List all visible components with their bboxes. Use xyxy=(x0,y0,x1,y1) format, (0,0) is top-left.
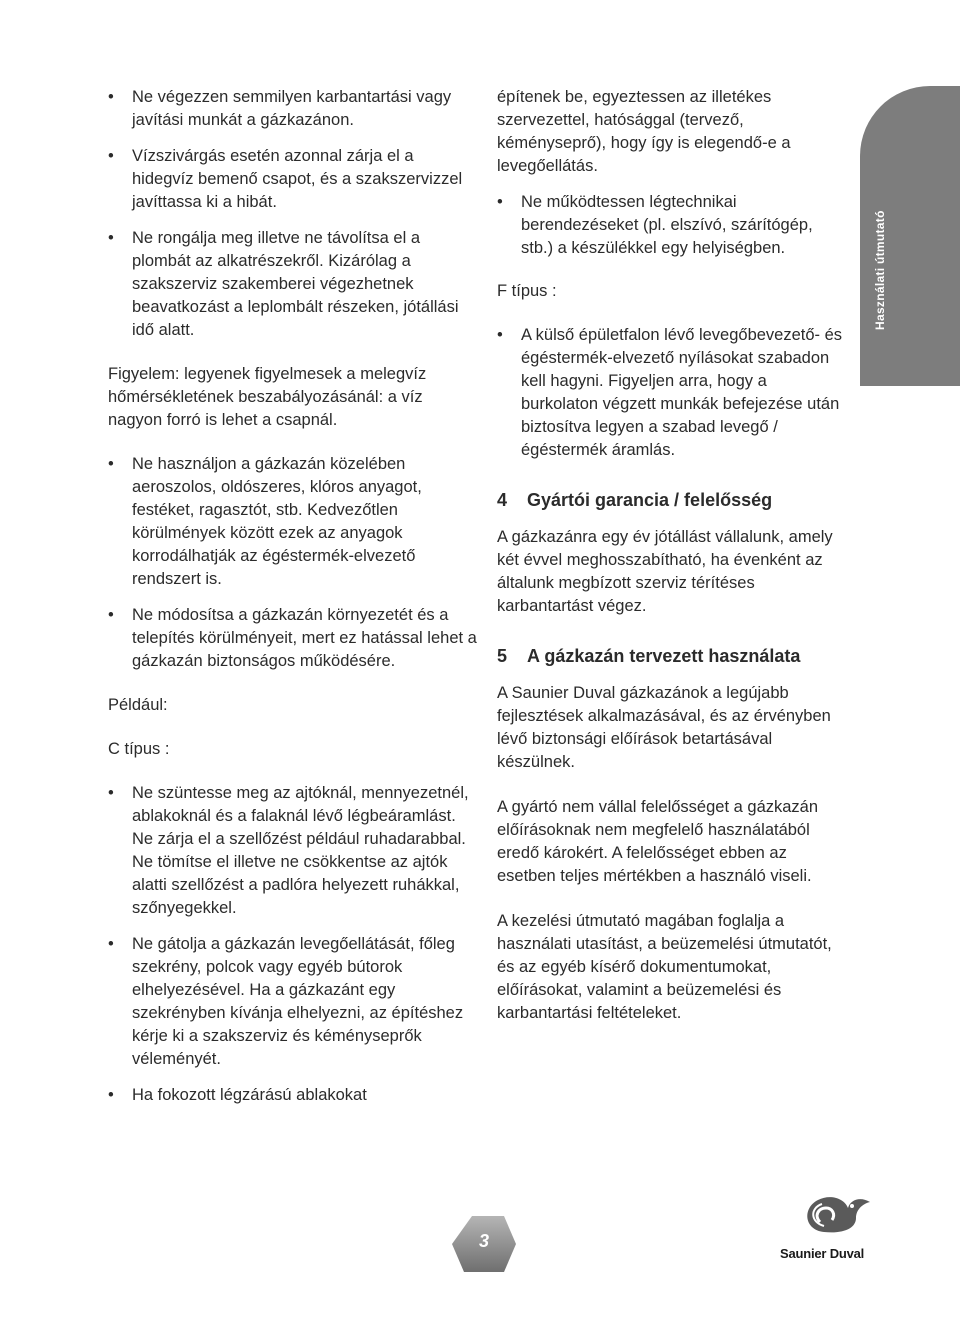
section-5-number: 5 xyxy=(497,646,508,666)
list-item: • A külső épületfalon lévő levegőbevezető- és égéstermék-elvezető nyílásokat szabadon kell hagyni. Figyeljen arra, hogy a burkolaton végzett munkák befejezése után biztosítva legyen a szabad levegő / égéstermék áramlás. xyxy=(497,324,847,462)
list-item: • Ne működtessen légtechnikai berendezéseket (pl. elszívó, szárítógép, stb.) a készülékkel egy helyiségben. xyxy=(497,191,847,260)
continuation-paragraph: építenek be, egyeztessen az illetékes szervezettel, hatósággal (tervező, kéményseprő), hogy így is elegendő-e a levegőellátás. xyxy=(497,88,791,175)
section-4-number: 4 xyxy=(497,490,508,510)
section-5-title: A gázkazán tervezett használata xyxy=(527,646,801,666)
example-label: Például: xyxy=(108,696,168,714)
page-number: 3 xyxy=(478,1231,489,1251)
section-4-heading xyxy=(497,488,847,512)
section-5-paragraph: A kezelési útmutató magában foglalja a használati utasítást, a beüzemelési útmutatót, és az egyéb kísérő dokumentumokat, előírásokat, valamint a beüzemelési és karbantartási feltételeket. xyxy=(497,912,832,1022)
list-item: • Ne módosítsa a gázkazán környezetét és a telepítés körülményeit, mert ez hatással lehet a gázkazán biztonságos működésére. xyxy=(108,604,478,673)
safety-list-2 xyxy=(108,453,478,673)
equipment-list xyxy=(497,191,847,260)
f-type-list xyxy=(497,324,847,462)
left-column xyxy=(108,86,478,1120)
page-number-badge xyxy=(448,1212,520,1276)
list-item: • Ha fokozott légzárású ablakokat xyxy=(108,1084,478,1107)
brand-name: Saunier Duval xyxy=(780,1246,865,1261)
section-5-heading xyxy=(497,644,847,668)
section-4-paragraph: A gázkazánra egy év jótállást vállalunk, amely két évvel meghosszabítható, ha évenként az általunk megbízott szerviz térítéses karbantartást végez. xyxy=(497,528,833,615)
list-item: • Vízszivárgás esetén azonnal zárja el a hidegvíz bemenő csapot, és a szakszervizzel javíttassa ki a hibát. xyxy=(108,145,478,214)
section-5-paragraph: A Saunier Duval gázkazánok a legújabb fejlesztések alkalmazásával, és az érvényben lévő biztonsági előírások betartásával készülnek. xyxy=(497,684,831,771)
f-type-label: F típus : xyxy=(497,282,557,300)
section-4-title: Gyártói garancia / felelősség xyxy=(527,490,773,510)
list-item: • Ne szüntesse meg az ajtóknál, mennyezetnél, ablakoknál és a falaknál lévő légbeáramlást. Ne zárja el a szellőzést például ruhadarabbal. Ne tömítse el illetve ne csökkentse az ajtók alatti szellőzést a padlóra helyezett ruhákkal, szőnyegekkel. xyxy=(108,782,478,920)
list-item: • Ne gátolja a gázkazán levegőellátását, főleg szekrény, polcok vagy egyéb bútorok elhelyezésével. Ha a gázkazánt egy szekrényben kívánja elhelyezni, az építéshez kérje ki a szakszerviz és kéményseprők véleményét. xyxy=(108,933,478,1071)
warning-paragraph: Figyelem: legyenek figyelmesek a melegvíz hőmérsékletének beszabályozásánál: a víz nagyon forró is lehet a csapnál. xyxy=(108,365,427,429)
list-item: • Ne használjon a gázkazán közelében aeroszolos, oldószeres, klóros anyagot, festéket, ragasztót, stb. Kedvezőtlen körülmények között ezek az anyagok korrodálhatják az égéstermék-elvezető rendszert is. xyxy=(108,453,478,591)
c-type-label: C típus : xyxy=(108,740,170,758)
list-item: • Ne rongálja meg illetve ne távolítsa el a plombát az alkatrészekről. Kizárólag a szakszerviz szakemberei végezhetnek beavatkozást a leplombált részeken, jótállási idő alatt. xyxy=(108,227,478,342)
saunier-duval-bird-logo-icon xyxy=(790,1186,880,1236)
section-5-paragraph: A gyártó nem vállal felelősséget a gázkazán előírásoknak nem megfelelő használatából eredő károkért. A felelősséget ebben az esetben teljes mértékben a használó viseli. xyxy=(497,798,819,885)
safety-list-1 xyxy=(108,86,478,342)
list-item: • Ne végezzen semmilyen karbantartási vagy javítási munkát a gázkazánon. xyxy=(108,86,478,132)
side-tab-label: Használati útmutató xyxy=(873,210,887,330)
right-column xyxy=(497,86,847,1038)
c-type-list xyxy=(108,782,478,1107)
